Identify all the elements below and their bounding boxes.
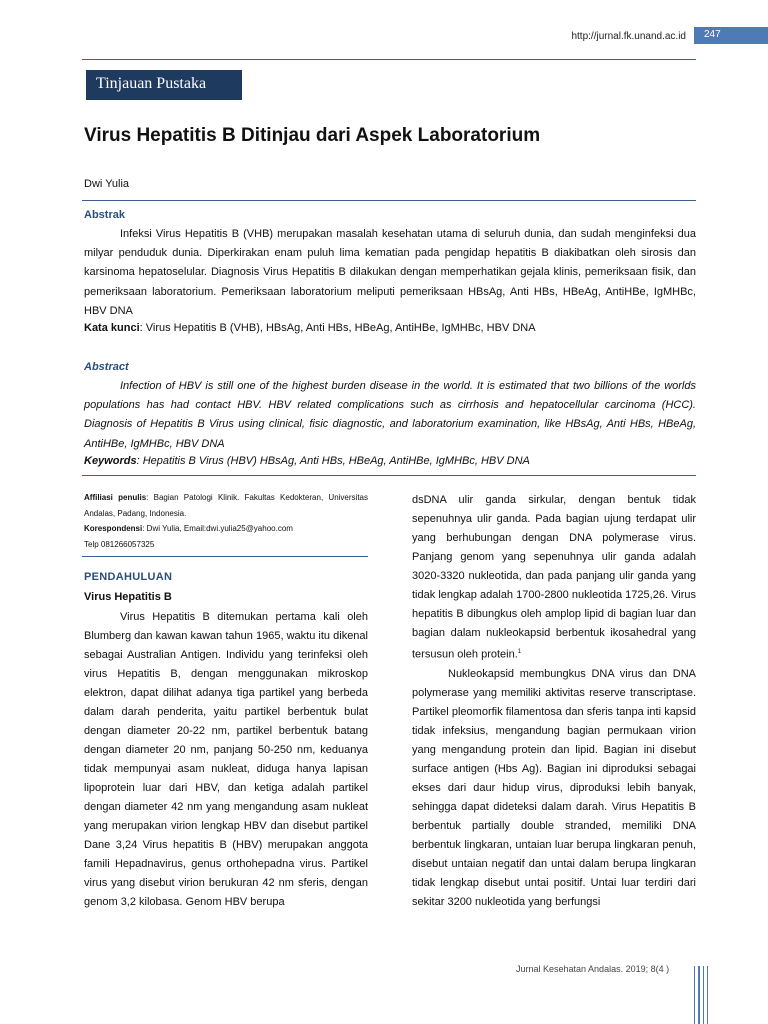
affiliation-divider [82, 556, 368, 557]
abstract-keywords [84, 455, 696, 467]
abstrak-text: Infeksi Virus Hepatitis B (VHB) merupakan masalah kesehatan utama di seluruh dunia, dan sudah menginfeksi dua milyar penduduk dunia. Diperkirakan enam puluh lima kematian pada pengidap hepatitis B diakibatkan oleh sirosis dan karsinoma hepatoselular. Diagnosis Virus Hepatitis B dilakukan dengan memperhatikan gejala klinis, pemeriksaan fisik, dan pemeriksaan laboratorium. Pemeriksaan laboratorium meliputi pemeriksaan HBsAg, Anti HBs, HBeAg, AntiHBe, IgMHBc, HBV DNA [84, 228, 696, 317]
affiliation-text: : Bagian Patologi Klinik. Fakultas Kedokteran, Universitas Andalas, Padang, Indonesia. [84, 493, 368, 518]
abstract-keywords-label: Keywords [84, 455, 137, 467]
correspondence-line [84, 521, 368, 537]
abstrak-keywords-text: : Virus Hepatitis B (VHB), HBsAg, Anti HBs, HBeAg, AntiHBe, IgMHBc, HBV DNA [139, 322, 536, 334]
title-divider [82, 200, 696, 201]
author-name: Dwi Yulia [84, 178, 130, 190]
page-number: 247 [694, 27, 768, 44]
left-paragraph: Virus Hepatitis B ditemukan pertama kali oleh Blumberg dan kawan kawan tahun 1965, waktu itu dikenal sebagai Australian Antigen. Individu yang terinfeksi oleh virus Hepatitis B, dengan menggunakan mikroskop elektron, dapat dilihat adanya tiga partikel yang berbeda dalam darah penderita, yaitu partikel berbentuk bulat dengan diameter 20-22 nm, partikel berbentuk batang dengan diameter 20 nm, panjang 50-250 nm, keduanya tidak mempunyai asam nukleat, diduga hanya lapisan lipoprotein luar dari HBV, dan ketiga adalah partikel dengan diameter 42 nm yang mengandung asam nukleat yang merupakan virion lengkap HBV dan disebut partikel Dane 3,24 Virus hepatitis B (HBV) merupakan anggota famili Hepadnavirus, genus orthohepadna virus. Partikel virus yang disebut virion berukuran 42 nm sferis, dengan genom 3,2 kilobasa. Genom HBV berupa [84, 611, 368, 908]
right-column [412, 491, 696, 912]
subsection-heading: Virus Hepatitis B [84, 591, 172, 603]
abstrak-keywords-label: Kata kunci [84, 322, 140, 334]
reference-marker: 1 [517, 649, 522, 655]
affiliation-line [84, 490, 368, 521]
abstract-keywords-text: : Hepatitis B Virus (HBV) HBsAg, Anti HBs, HBeAg, AntiHBe, IgMHBc, HBV DNA [136, 455, 530, 467]
abstract-divider [82, 475, 696, 476]
abstract-body [84, 377, 696, 454]
abstract-heading: Abstract [84, 361, 129, 373]
article-title: Virus Hepatitis B Ditinjau dari Aspek Laboratorium [84, 125, 541, 146]
left-column [84, 608, 368, 912]
right-paragraph-1-text: dsDNA ulir ganda sirkular, dengan bentuk tidak sepenuhnya ulir ganda. Pada bagian ujung terdapat ulir yang berhubungan dengan DNA polymerase virus. Panjang genom yang sepenuhnya ulir ganda adalah 3020-3320 nukleotida, dan pada panjang ulir ganda yang tidak lengkap adalah 1700-2800 nukleotida 1725,26. Virus hepatitis B dibungkus oleh amplop lipid di bagian luar dan bagian dalam nukleokapsid berbentuk ikosahedral yang tersusun oleh protein. [412, 494, 696, 661]
header-divider [82, 59, 696, 60]
footer-decoration [694, 966, 708, 1024]
right-paragraph-1 [412, 491, 696, 665]
correspondence-label: Korespondensi [84, 524, 143, 533]
phone-line: Telp 081266057325 [84, 539, 155, 549]
abstrak-heading: Abstrak [84, 209, 125, 221]
abstract-text: Infection of HBV is still one of the highest burden disease in the world. It is estimated that two billions of the worlds populations has had contact HBV. HBV related complications such as cirrhosis and hepatocellular carcinoma (HCC). Diagnosis of Hepatitis B Virus using clinical, fisic diagnostic, and laboratorium examination, like HBsAg, Anti HBs, HBeAg, AntiHBe, IgMHBc, HBV DNA [84, 380, 696, 450]
section-tag: Tinjauan Pustaka [86, 70, 242, 100]
correspondence-text: : Dwi Yulia, Email:dwi.yulia25@yahoo.com [142, 524, 293, 533]
abstrak-keywords [84, 322, 696, 334]
affiliation-block [84, 490, 368, 552]
affiliation-label: Affiliasi penulis [84, 493, 147, 502]
abstrak-body [84, 225, 696, 321]
section-heading: PENDAHULUAN [84, 571, 173, 583]
right-paragraph-2: Nukleokapsid membungkus DNA virus dan DNA polymerase yang memiliki aktivitas reserve transcriptase. Partikel pleomorfik filamentosa dan sferis tanpa inti kapsid tidak infeksius, mengandung bagian permukaan virion yang mengandung protein dan lipid. Bagian ini disebut surface antigen (Hbs Ag). Bagian ini diproduksi sebagai ekses dari daur hidup virus, diproduksi lebih banyak, sehingga dapat dideteksi dalam darah. Virus Hepatitis B berbentuk partially double stranded, memiliki DNA berbentuk lingkaran, untaian luar berupa lingkaran penuh, disebut untaian negatif dan untai dalam berupa lingkaran tidak lengkap disebut untai positif. Untai luar terdiri dari sekitar 3200 nukleotida yang berfungsi [412, 667, 696, 908]
journal-url[interactable]: http://jurnal.fk.unand.ac.id [571, 31, 686, 42]
journal-footer: Jurnal Kesehatan Andalas. 2019; 8(4 ) [516, 964, 670, 974]
